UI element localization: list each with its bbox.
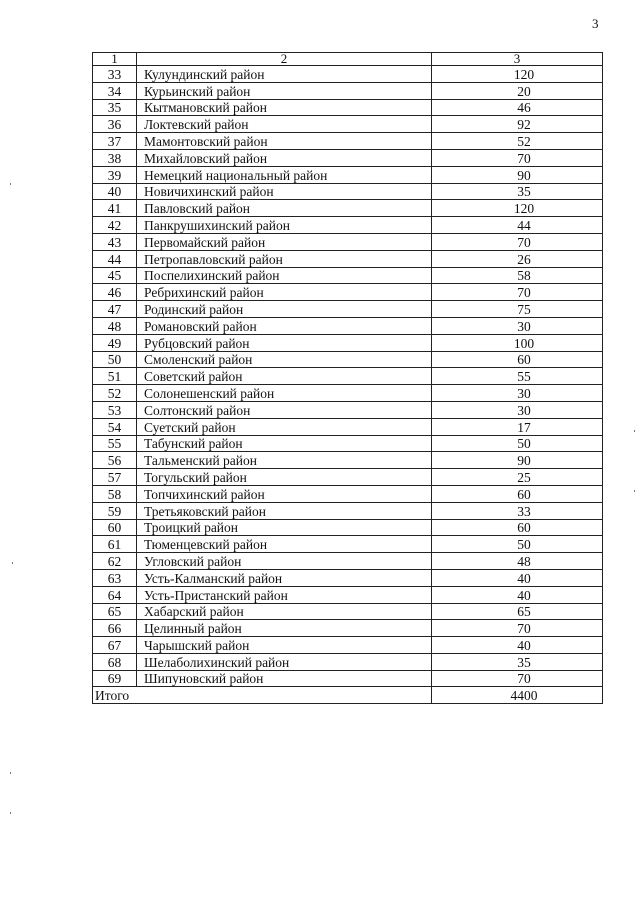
row-number: 46 — [93, 284, 137, 301]
district-name: Родинский район — [137, 301, 432, 318]
table-row — [93, 586, 603, 603]
table-row — [93, 351, 603, 368]
scan-speck — [634, 490, 635, 492]
district-value: 48 — [432, 553, 603, 570]
district-name: Чарышский район — [137, 637, 432, 654]
row-number: 55 — [93, 435, 137, 452]
district-name: Романовский район — [137, 317, 432, 334]
row-number: 59 — [93, 502, 137, 519]
table-row — [93, 569, 603, 586]
district-value: 70 — [432, 620, 603, 637]
district-name: Третьяковский район — [137, 502, 432, 519]
table-row — [93, 469, 603, 486]
district-value: 70 — [432, 149, 603, 166]
district-value: 70 — [432, 233, 603, 250]
row-number: 52 — [93, 385, 137, 402]
allocation-table — [92, 52, 603, 704]
table-header-row — [93, 53, 603, 66]
district-value: 75 — [432, 301, 603, 318]
table-row — [93, 233, 603, 250]
table-row — [93, 284, 603, 301]
table-row — [93, 485, 603, 502]
row-number: 63 — [93, 569, 137, 586]
row-number: 66 — [93, 620, 137, 637]
district-name: Ребрихинский район — [137, 284, 432, 301]
row-number: 56 — [93, 452, 137, 469]
row-number: 35 — [93, 99, 137, 116]
row-number: 37 — [93, 133, 137, 150]
district-value: 40 — [432, 586, 603, 603]
table-row — [93, 183, 603, 200]
district-value: 30 — [432, 401, 603, 418]
table-row — [93, 502, 603, 519]
table-row — [93, 435, 603, 452]
district-value: 70 — [432, 284, 603, 301]
district-value: 120 — [432, 200, 603, 217]
row-number: 57 — [93, 469, 137, 486]
district-name: Троицкий район — [137, 519, 432, 536]
column-header-name: 2 — [137, 53, 432, 66]
scan-speck — [10, 183, 11, 185]
table-row — [93, 418, 603, 435]
district-name: Кулундинский район — [137, 66, 432, 83]
district-value: 100 — [432, 334, 603, 351]
table-row — [93, 653, 603, 670]
table-row — [93, 519, 603, 536]
table-row — [93, 200, 603, 217]
scan-speck — [10, 812, 11, 814]
table-row — [93, 385, 603, 402]
row-number: 50 — [93, 351, 137, 368]
row-number: 68 — [93, 653, 137, 670]
district-value: 60 — [432, 519, 603, 536]
row-number: 67 — [93, 637, 137, 654]
row-number: 62 — [93, 553, 137, 570]
district-name: Поспелихинский район — [137, 267, 432, 284]
district-value: 35 — [432, 183, 603, 200]
district-name: Табунский район — [137, 435, 432, 452]
district-value: 35 — [432, 653, 603, 670]
row-number: 53 — [93, 401, 137, 418]
row-number: 33 — [93, 66, 137, 83]
table-row — [93, 217, 603, 234]
district-name: Тальменский район — [137, 452, 432, 469]
district-name: Первомайский район — [137, 233, 432, 250]
district-name: Михайловский район — [137, 149, 432, 166]
district-name: Тогульский район — [137, 469, 432, 486]
district-name: Солтонский район — [137, 401, 432, 418]
table-row — [93, 267, 603, 284]
district-name: Топчихинский район — [137, 485, 432, 502]
district-name: Панкрушихинский район — [137, 217, 432, 234]
district-value: 40 — [432, 569, 603, 586]
district-value: 52 — [432, 133, 603, 150]
column-header-value: 3 — [432, 53, 603, 66]
district-value: 58 — [432, 267, 603, 284]
district-value: 55 — [432, 368, 603, 385]
row-number: 58 — [93, 485, 137, 502]
row-number: 49 — [93, 334, 137, 351]
district-name: Шелаболихинский район — [137, 653, 432, 670]
table-row — [93, 401, 603, 418]
district-value: 26 — [432, 250, 603, 267]
row-number: 38 — [93, 149, 137, 166]
district-name: Мамонтовский район — [137, 133, 432, 150]
table-row — [93, 166, 603, 183]
district-name: Усть-Пристанский район — [137, 586, 432, 603]
page-number: 3 — [592, 16, 599, 31]
district-value: 60 — [432, 485, 603, 502]
district-value: 90 — [432, 452, 603, 469]
row-number: 51 — [93, 368, 137, 385]
row-number: 34 — [93, 82, 137, 99]
table-row — [93, 368, 603, 385]
row-number: 42 — [93, 217, 137, 234]
table-body — [93, 53, 603, 704]
district-name: Хабарский район — [137, 603, 432, 620]
district-name: Петропавловский район — [137, 250, 432, 267]
district-value: 90 — [432, 166, 603, 183]
table-row — [93, 317, 603, 334]
row-number: 39 — [93, 166, 137, 183]
table-row — [93, 301, 603, 318]
table-row — [93, 250, 603, 267]
table-row — [93, 66, 603, 83]
district-value: 30 — [432, 317, 603, 334]
district-value: 30 — [432, 385, 603, 402]
row-number: 45 — [93, 267, 137, 284]
row-number: 36 — [93, 116, 137, 133]
total-row — [93, 687, 603, 704]
district-name: Шипуновский район — [137, 670, 432, 687]
column-header-number: 1 — [93, 53, 137, 66]
district-name: Усть-Калманский район — [137, 569, 432, 586]
district-value: 25 — [432, 469, 603, 486]
district-value: 70 — [432, 670, 603, 687]
table-row — [93, 452, 603, 469]
district-name: Немецкий национальный район — [137, 166, 432, 183]
table-row — [93, 99, 603, 116]
row-number: 65 — [93, 603, 137, 620]
row-number: 69 — [93, 670, 137, 687]
district-name: Смоленский район — [137, 351, 432, 368]
row-number: 43 — [93, 233, 137, 250]
scan-speck — [12, 562, 13, 564]
row-number: 47 — [93, 301, 137, 318]
row-number: 61 — [93, 536, 137, 553]
district-name: Советский район — [137, 368, 432, 385]
district-name: Рубцовский район — [137, 334, 432, 351]
table-row — [93, 620, 603, 637]
district-value: 40 — [432, 637, 603, 654]
district-value: 44 — [432, 217, 603, 234]
district-name: Угловский район — [137, 553, 432, 570]
district-value: 50 — [432, 536, 603, 553]
district-name: Павловский район — [137, 200, 432, 217]
district-value: 46 — [432, 99, 603, 116]
table-row — [93, 133, 603, 150]
table-row — [93, 670, 603, 687]
table-row — [93, 603, 603, 620]
row-number: 41 — [93, 200, 137, 217]
district-name: Курьинский район — [137, 82, 432, 99]
row-number: 60 — [93, 519, 137, 536]
table-row — [93, 82, 603, 99]
district-value: 33 — [432, 502, 603, 519]
district-value: 120 — [432, 66, 603, 83]
scan-speck — [634, 430, 635, 432]
table-row — [93, 116, 603, 133]
district-name: Тюменцевский район — [137, 536, 432, 553]
district-value: 60 — [432, 351, 603, 368]
row-number: 64 — [93, 586, 137, 603]
district-value: 20 — [432, 82, 603, 99]
scan-speck — [10, 772, 11, 774]
district-name: Целинный район — [137, 620, 432, 637]
district-name: Кытмановский район — [137, 99, 432, 116]
district-value: 17 — [432, 418, 603, 435]
total-label: Итого — [93, 687, 432, 704]
table-row — [93, 149, 603, 166]
district-name: Солонешенский район — [137, 385, 432, 402]
district-name: Суетский район — [137, 418, 432, 435]
table-row — [93, 553, 603, 570]
total-value: 4400 — [432, 687, 603, 704]
table-row — [93, 637, 603, 654]
table-row — [93, 334, 603, 351]
table-row — [93, 536, 603, 553]
district-value: 50 — [432, 435, 603, 452]
district-name: Новичихинский район — [137, 183, 432, 200]
district-value: 92 — [432, 116, 603, 133]
row-number: 48 — [93, 317, 137, 334]
row-number: 44 — [93, 250, 137, 267]
row-number: 40 — [93, 183, 137, 200]
district-name: Локтевский район — [137, 116, 432, 133]
district-value: 65 — [432, 603, 603, 620]
row-number: 54 — [93, 418, 137, 435]
